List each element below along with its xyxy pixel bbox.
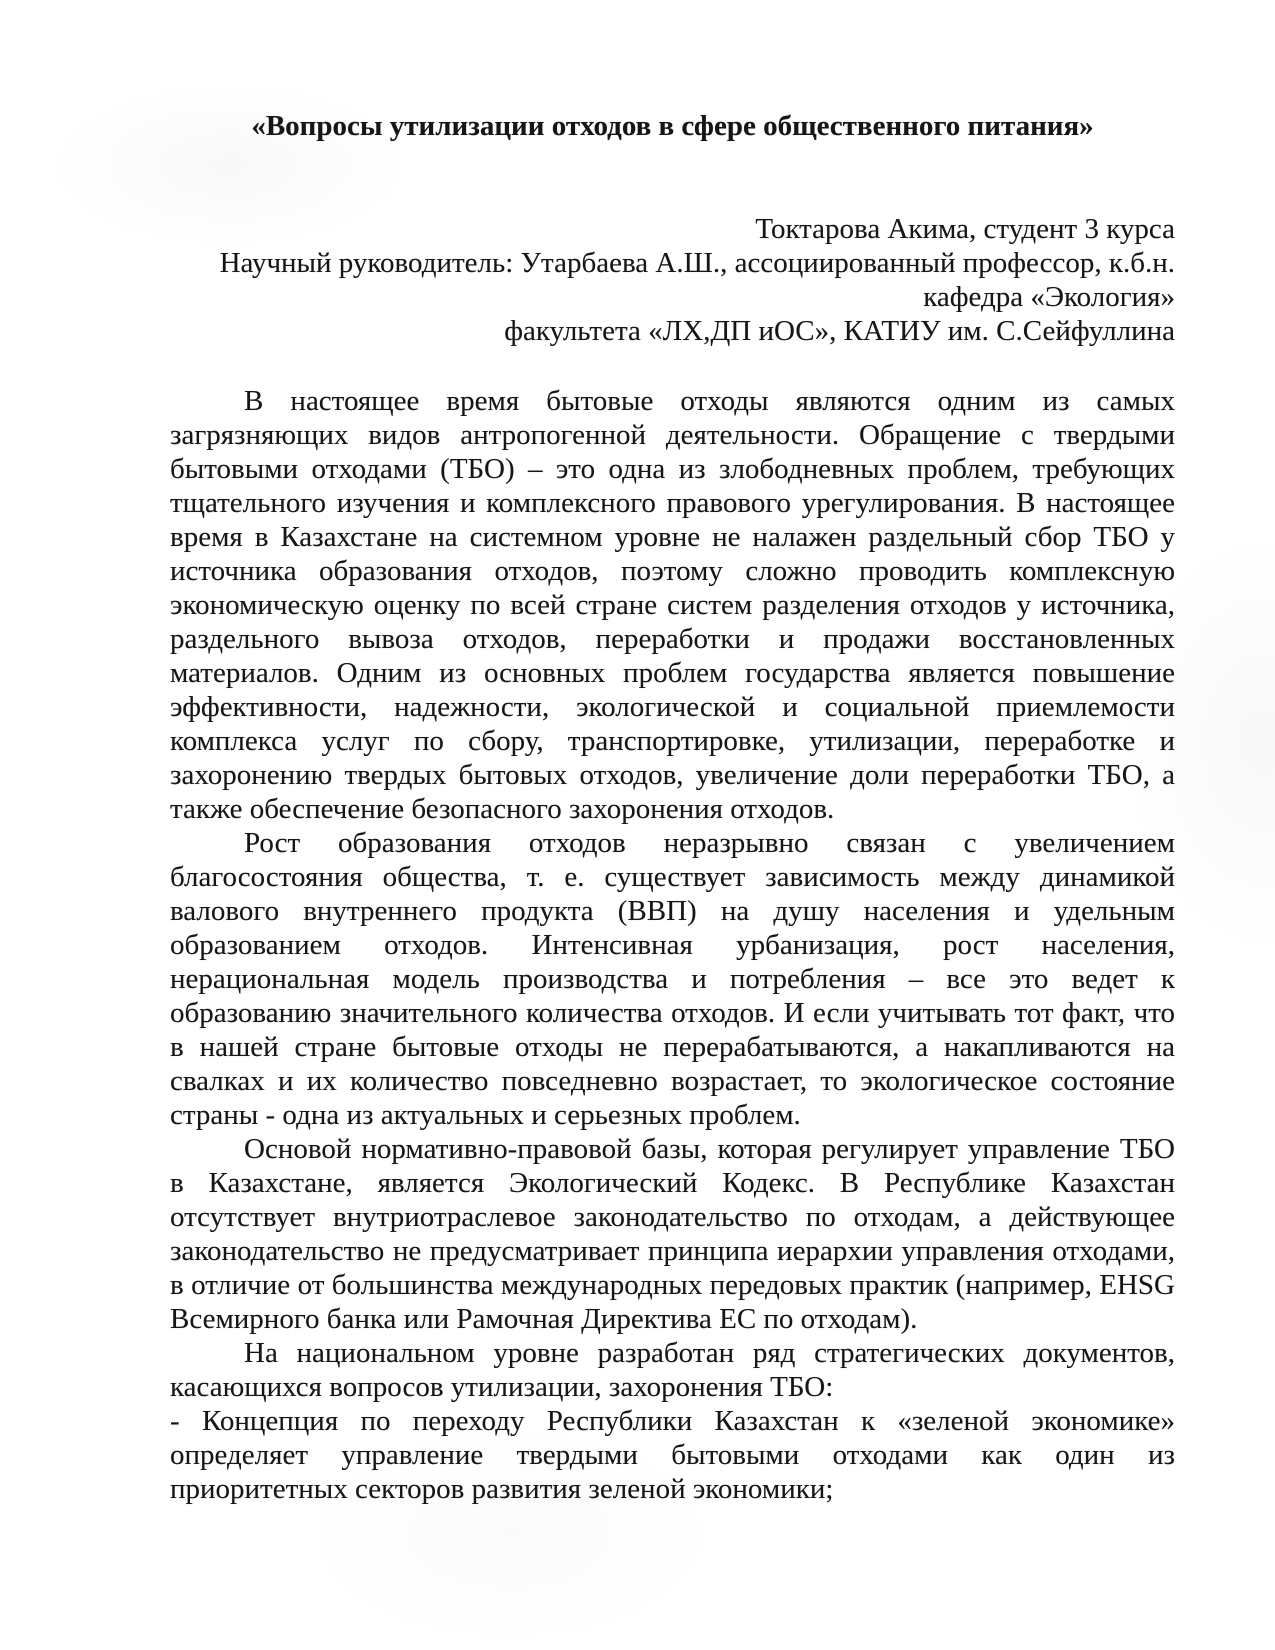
author-department-line: кафедра «Экология» <box>923 281 1175 313</box>
author-block <box>170 212 1175 348</box>
document-title: «Вопросы утилизации отходов в сфере общественного питания» <box>251 110 1094 142</box>
author-student-line: Токтарова Акима, студент 3 курса <box>755 213 1175 245</box>
document-body <box>170 384 1175 1506</box>
paragraph-intro: В настоящее время бытовые отходы являются одним из самых загрязняющих видов антропогенной деятельности. Обращение с твердыми бытовыми отходами (ТБО) – это одна из злободневных проблем, требующих тщательного изучения и комплексного правового урегулирования. В настоящее время в Казахстане на системном уровне не налажен раздельный сбор ТБО у источника образования отходов, поэтому сложно проводить комплексную экономическую оценку по всей стране систем разделения отходов у источника, раздельного вывоза отходов, переработки и продажи восстановленных материалов. Одним из основных проблем государства является повышение эффективности, надежности, экологической и социальной приемлемости комплекса услуг по сбору, транспортировке, утилизации, переработке и захоронению твердых бытовых отходов, увеличение доли переработки ТБО, а также обеспечение безопасного захоронения отходов. <box>170 385 1175 825</box>
paragraph-national-strategy: На национальном уровне разработан ряд стратегических документов, касающихся вопросов утилизации, захоронения ТБО: <box>170 1337 1175 1403</box>
author-advisor-line: Научный руководитель: Утарбаева А.Ш., ассоциированный профессор, к.б.н. <box>219 247 1175 279</box>
paragraph-waste-growth: Рост образования отходов неразрывно связан с увеличением благосостояния общества, т. е. существует зависимость между динамикой валового внутреннего продукта (ВВП) на душу населения и удельным образованием отходов. Интенсивная урбанизация, рост населения, нерациональная модель производства и потребления – все это ведет к образованию значительного количества отходов. И если учитывать тот факт, что в нашей стране бытовые отходы не перерабатываются, а накапливаются на свалках и их количество повседневно возрастает, то экологическое состояние страны - одна из актуальных и серьезных проблем. <box>170 827 1175 1131</box>
paragraph-legal-framework: Основой нормативно-правовой базы, которая регулирует управление ТБО в Казахстане, является Экологический Кодекс. В Республике Казахстан отсутствует внутриотраслевое законодательство по отходам, а действующее законодательство не предусматривает принципа иерархии управления отходами, в отличие от большинства международных передовых практик (например, EHSG Всемирного банка или Рамочная Директива ЕС по отходам). <box>170 1133 1175 1335</box>
list-item-green-economy-concept: - Концепция по переходу Республики Казахстан к «зеленой экономике» определяет управление твердыми бытовыми отходами как один из приоритетных секторов развития зеленой экономики; <box>170 1405 1175 1505</box>
author-faculty-line: факультета «ЛХ,ДП иОС», КАТИУ им. С.Сейфуллина <box>504 315 1175 347</box>
